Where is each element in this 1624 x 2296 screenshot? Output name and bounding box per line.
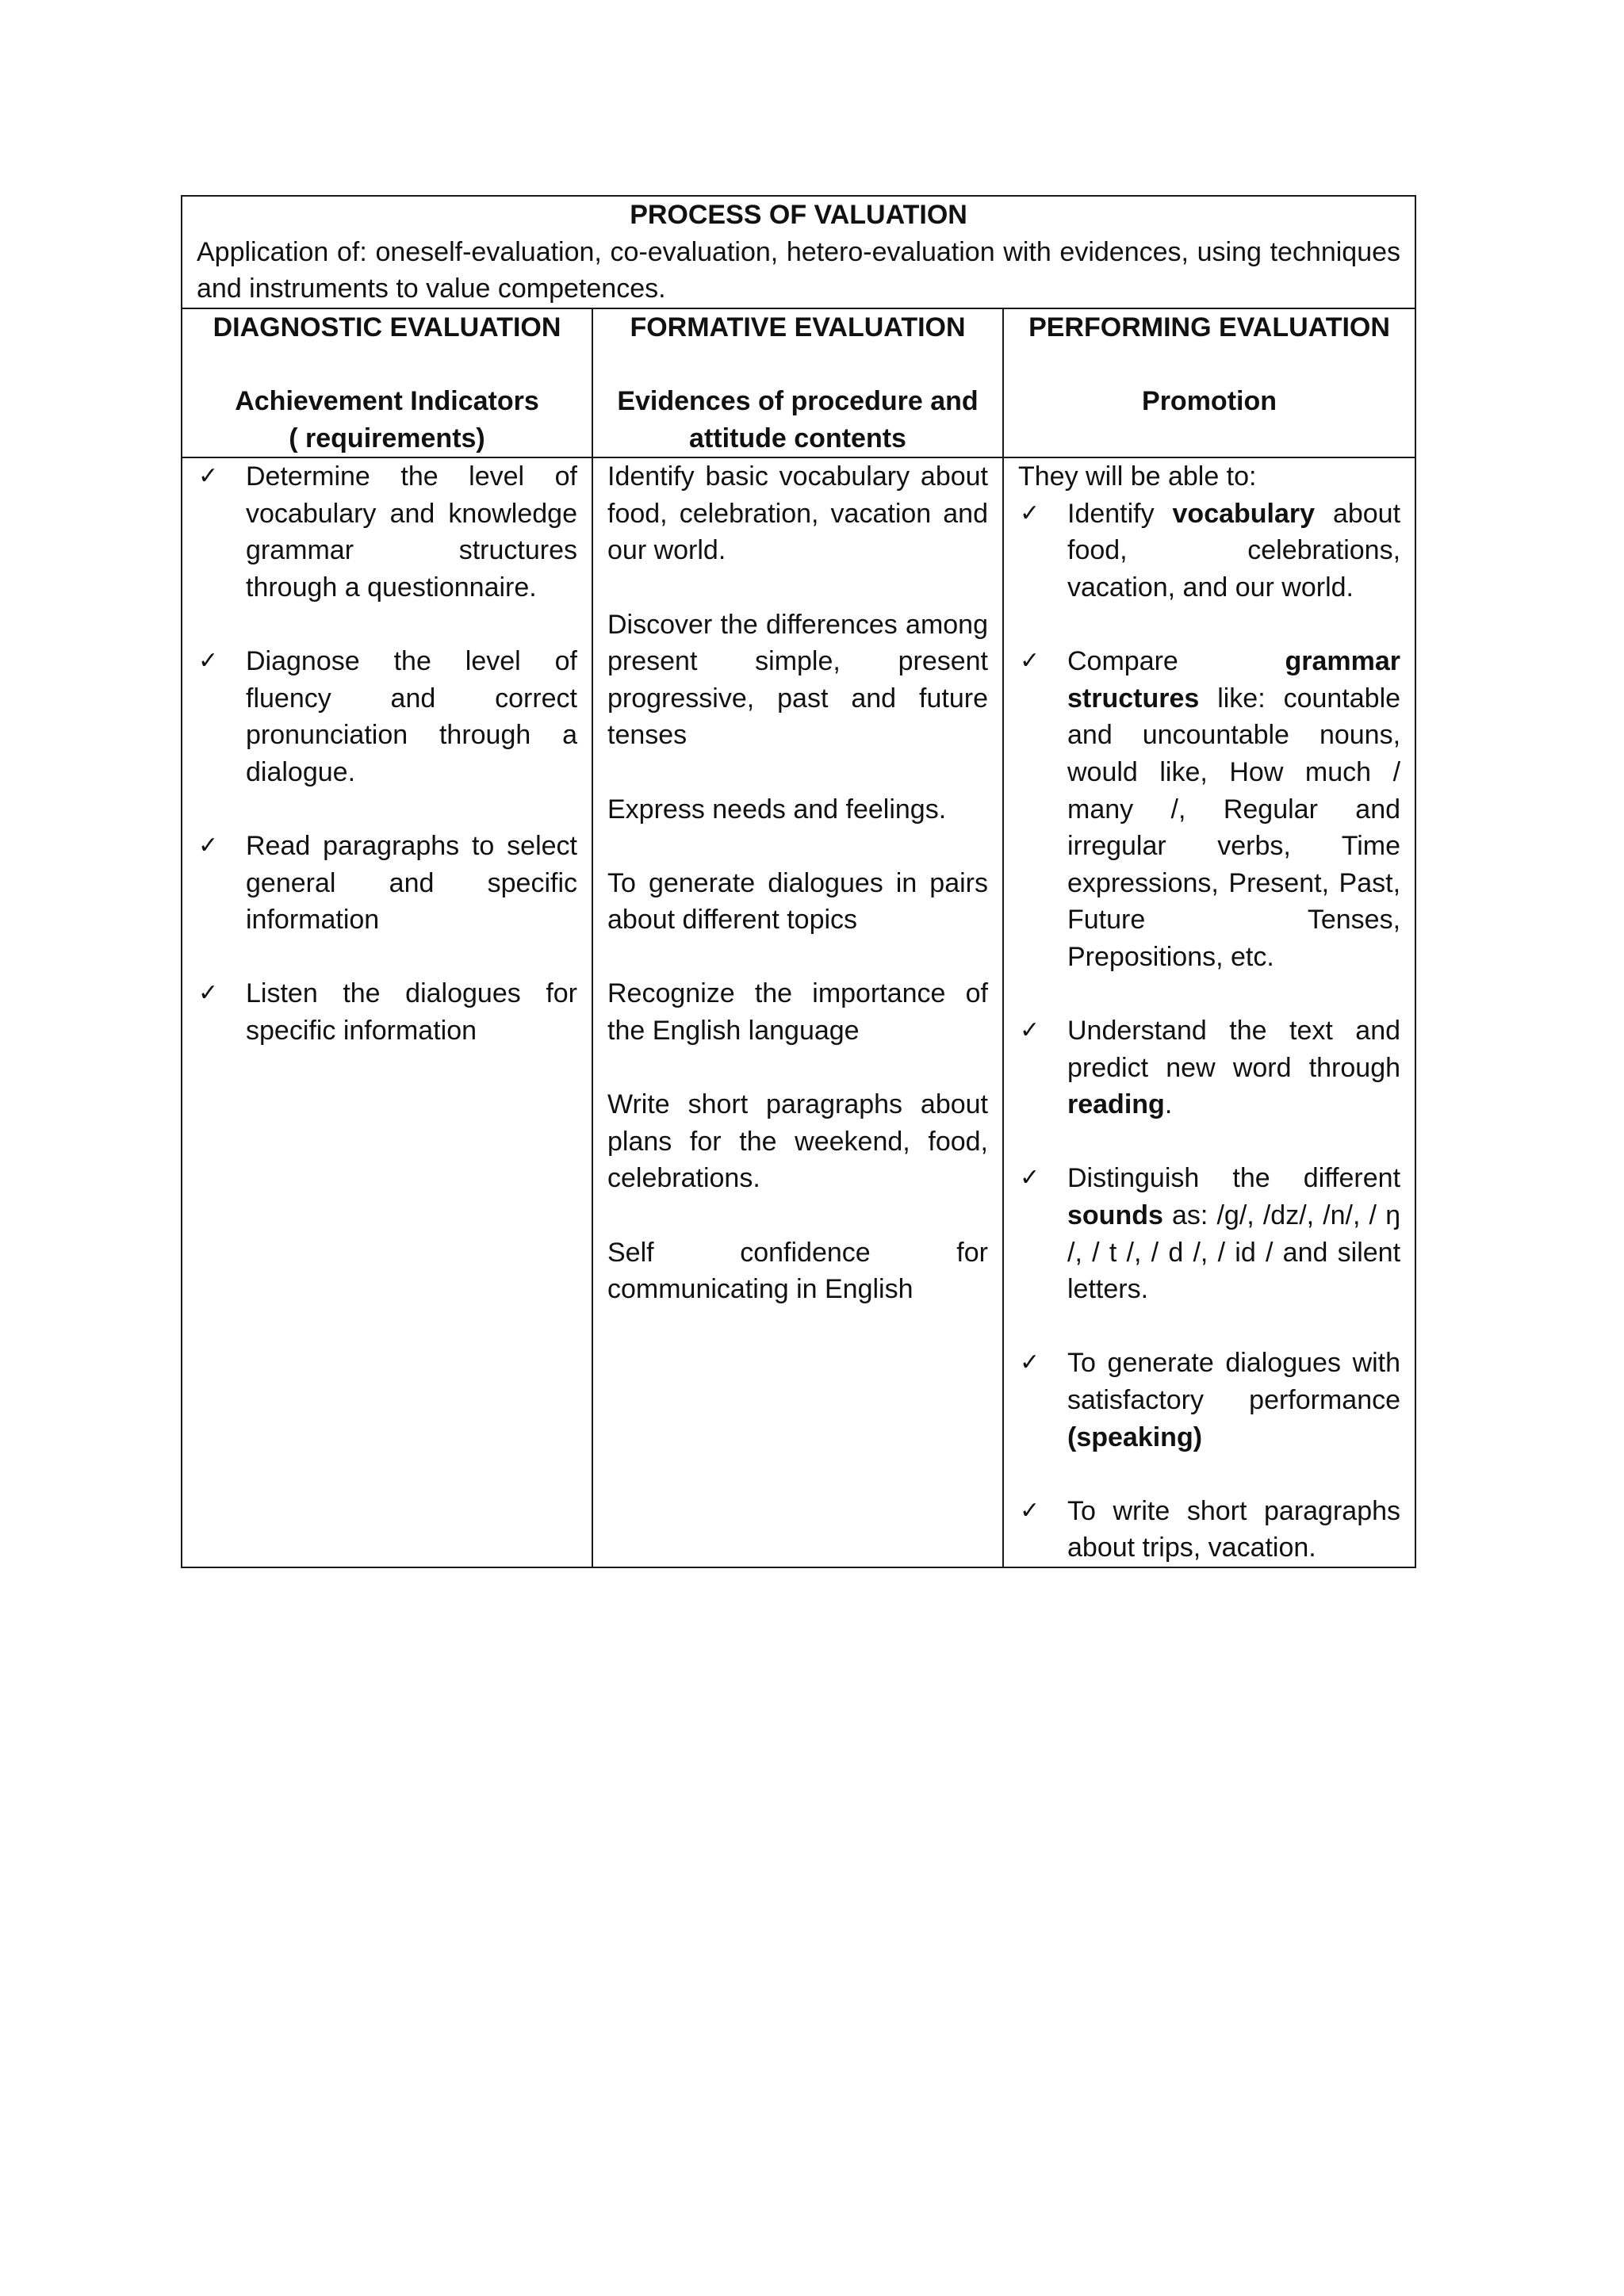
formative-cell [592,457,1003,1567]
diagnostic-cell [182,457,592,1567]
column-subtitle: Promotion [1142,385,1277,416]
title-row [182,196,1415,308]
check-mark-icon: ✓ [198,462,219,491]
table-title: PROCESS OF VALUATION [630,200,967,230]
performing-intro: They will be able to: [1018,461,1257,492]
list-item: Recognize the importance of the English language [607,978,988,1047]
column-subtitle: ( requirements) [289,423,485,453]
list-item: ✓ Distinguish the different sounds as: /g/, /dz/, /n/, / ŋ /, / t /, / d /, / id / and silent letters. [1018,1160,1400,1307]
column-subtitle: Evidences of procedure and [617,385,979,416]
content-row [182,457,1415,1567]
check-mark-icon: ✓ [1020,1496,1040,1525]
check-mark-icon: ✓ [1020,1016,1040,1045]
list-item: Identify basic vocabulary about food, celebration, vacation and our world. [607,461,988,566]
intro-text: Application of: oneself-evaluation, co-evaluation, hetero-evaluation with evidences, using techniques and instruments to value competences. [197,236,1401,304]
performing-header [1003,308,1415,457]
check-mark-icon: ✓ [1020,1164,1040,1192]
formative-header [592,308,1003,457]
performing-cell [1003,457,1415,1567]
list-item: ✓ To write short paragraphs about trips, vacation. [1018,1493,1400,1567]
column-title: PERFORMING EVALUATION [1028,312,1390,342]
valuation-table [181,195,1416,1568]
column-title: FORMATIVE EVALUATION [630,312,966,342]
diagnostic-header [182,308,592,457]
check-mark-icon: ✓ [198,979,219,1008]
list-item: ✓ Understand the text and predict new word through reading. [1018,1012,1400,1123]
column-title: DIAGNOSTIC EVALUATION [213,312,561,342]
list-item: Write short paragraphs about plans for the weekend, food, celebrations. [607,1089,988,1194]
check-mark-icon: ✓ [1020,647,1040,675]
check-mark-icon: ✓ [1020,1349,1040,1377]
column-subtitle: attitude contents [689,423,906,453]
check-mark-icon: ✓ [198,647,219,675]
list-item: ✓ Listen the dialogues for specific information [197,975,577,1049]
check-mark-icon: ✓ [198,832,219,860]
list-item: ✓ Determine the level of vocabulary and knowledge grammar structures through a questionnaire. [197,458,577,606]
list-item: Express needs and feelings. [607,794,947,825]
column-subtitle [1018,420,1400,457]
column-subtitle: Achievement Indicators [235,385,539,416]
list-item: ✓ Diagnose the level of fluency and correct pronunciation through a dialogue. [197,643,577,790]
list-item: Discover the differences among present simple, present progressive, past and future tenses [607,609,988,751]
column-header-row [182,308,1415,457]
list-item: ✓ Identify vocabulary about food, celebrations, vacation, and our world. [1018,496,1400,607]
list-item: ✓ To generate dialogues with satisfactory performance (speaking) [1018,1345,1400,1456]
list-item: ✓ Read paragraphs to select general and specific information [197,828,577,939]
list-item: Self confidence for communicating in English [607,1237,988,1305]
list-item: To generate dialogues in pairs about different topics [607,867,988,936]
check-mark-icon: ✓ [1020,499,1040,527]
list-item: ✓ Compare grammar structures like: countable and uncountable nouns, would like, How much / many /, Regular and irregular verbs, Time expressions, Present, Past, Future Tenses, Prepositions, etc. [1018,643,1400,975]
title-cell [182,196,1415,308]
